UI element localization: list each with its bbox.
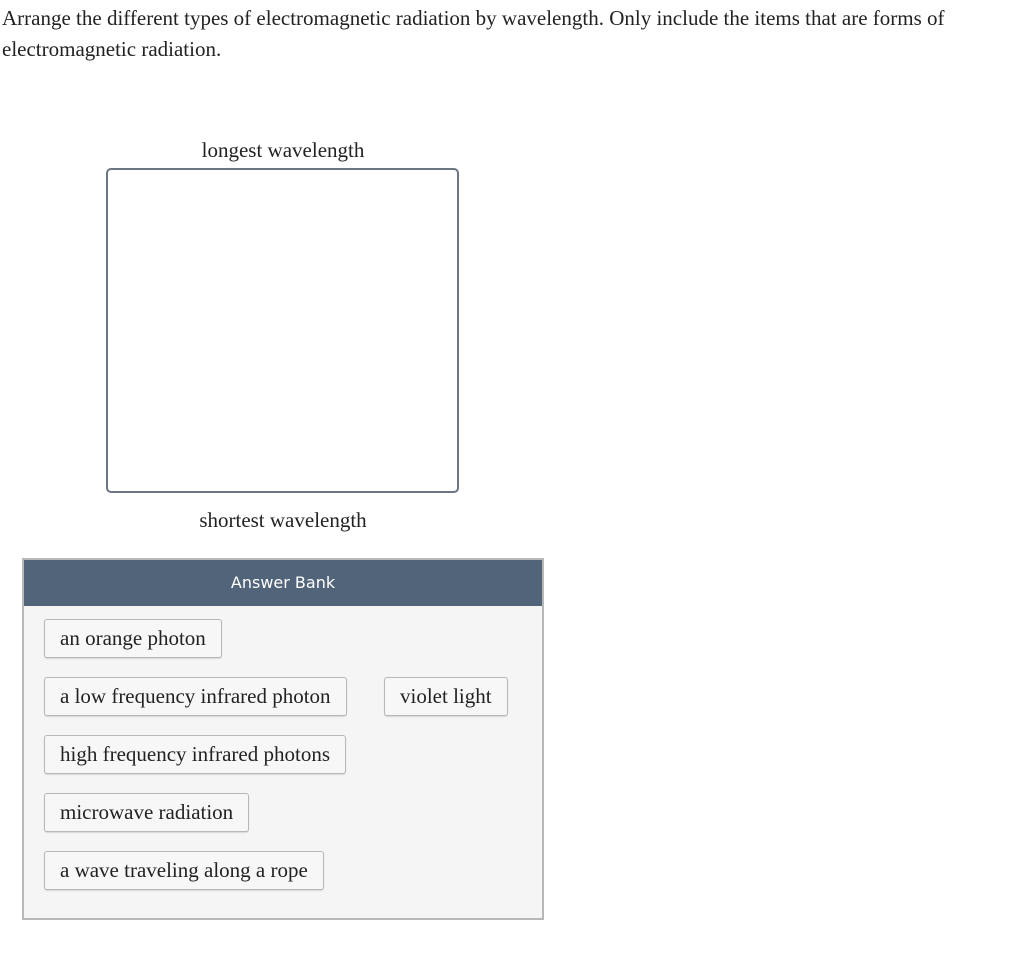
answer-bank[interactable] [22,558,544,920]
answer-chip[interactable]: microwave radiation [44,793,249,832]
answer-chip[interactable]: high frequency infrared photons [44,735,346,774]
answer-chip[interactable]: a low frequency infrared photon [44,677,347,716]
answer-chip[interactable]: a wave traveling along a rope [44,851,324,890]
longest-wavelength-label: longest wavelength [201,138,365,162]
answer-chip[interactable]: violet light [384,677,508,716]
answer-bank-title: Answer Bank [24,560,542,606]
ranking-drop-zone[interactable] [106,168,459,493]
shortest-wavelength-label: shortest wavelength [199,508,367,532]
answer-chip[interactable]: an orange photon [44,619,222,658]
question-text: Arrange the different types of electromagnetic radiation by wavelength. Only include the items that are forms of electromagnetic radiation. [2,6,945,61]
